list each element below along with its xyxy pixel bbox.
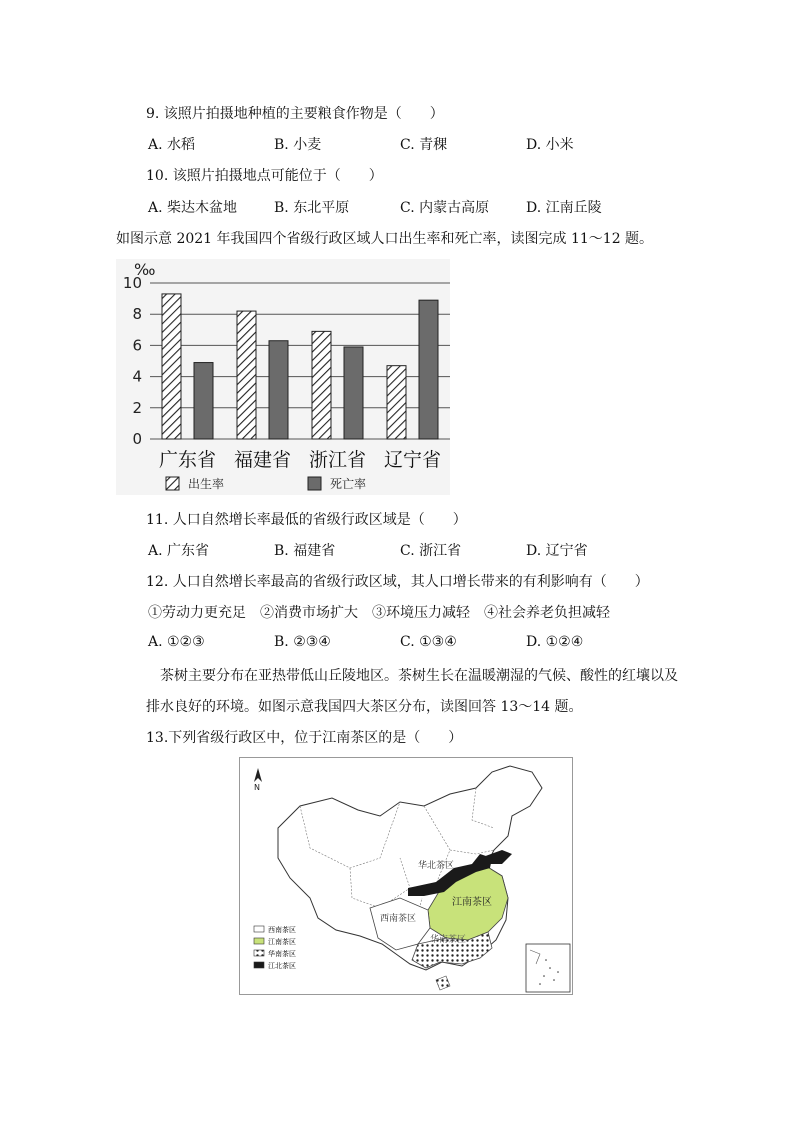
label-huanan-tea-region: 华南茶区 bbox=[430, 935, 467, 945]
bar-birth-rate-1 bbox=[162, 294, 181, 439]
bar-birth-rate-2 bbox=[237, 311, 256, 439]
question-12-stem: 12. 人口自然增长率最高的省级行政区域，其人口增长带来的有利影响有（ ） bbox=[146, 574, 649, 590]
category-label: 广东省 bbox=[158, 449, 217, 471]
legend-label-xinan: 西南茶区 bbox=[268, 926, 296, 934]
intro-13-14-line2: 排水良好的环境。如图示意我国四大茶区分布，读图回答 13～14 题。 bbox=[146, 699, 583, 715]
legend-label-jiangbei: 江北茶区 bbox=[268, 962, 296, 970]
legend-swatch-jiangnan bbox=[254, 938, 264, 944]
q11-option-b: B. 福建省 bbox=[274, 543, 336, 559]
bar-death-rate-2 bbox=[269, 341, 288, 439]
q12-option-b: B. ②③④ bbox=[274, 634, 331, 650]
intro-11-12: 如图示意 2021 年我国四个省级行政区域人口出生率和死亡率，读图完成 11～12 题。 bbox=[116, 231, 654, 247]
q9-option-d: D. 小米 bbox=[526, 137, 574, 153]
q10-option-d: D. 江南丘陵 bbox=[526, 200, 602, 216]
q11-option-a: A. 广东省 bbox=[148, 543, 210, 559]
bar-death-rate-1 bbox=[194, 363, 213, 439]
y-tick-label: 6 bbox=[132, 336, 142, 355]
q12-option-a: A. ①②③ bbox=[148, 634, 205, 650]
q9-option-a: A. 水稻 bbox=[148, 137, 196, 153]
legend-swatch-birth-rate bbox=[166, 477, 179, 490]
q10-option-c: C. 内蒙古高原 bbox=[400, 200, 490, 216]
map-legend bbox=[254, 925, 296, 970]
q11-option-c: C. 浙江省 bbox=[400, 543, 462, 559]
hainan-island bbox=[436, 976, 450, 990]
question-9-stem: 9. 该照片拍摄地种植的主要粮食作物是（ ） bbox=[146, 106, 444, 122]
y-tick-label: 8 bbox=[132, 305, 142, 324]
q9-option-b: B. 小麦 bbox=[274, 137, 322, 153]
birth-death-rate-chart bbox=[116, 259, 450, 495]
y-tick-label: 4 bbox=[132, 367, 142, 386]
q12-option-c: C. ①③④ bbox=[400, 634, 457, 650]
q12-statements: ①劳动力更充足 ②消费市场扩大 ③环境压力减轻 ④社会养老负担减轻 bbox=[148, 605, 610, 621]
label-jiangnan-tea-region: 江南茶区 bbox=[452, 897, 492, 908]
tea-regions-map bbox=[239, 757, 573, 995]
intro-13-14-line1: 茶树主要分布在亚热带低山丘陵地区。茶树生长在温暖潮湿的气候、酸性的红壤以及 bbox=[160, 668, 678, 684]
tea-map-svg bbox=[240, 758, 572, 994]
bar-birth-rate-3 bbox=[312, 331, 331, 439]
question-10-stem: 10. 该照片拍摄地点可能位于（ ） bbox=[146, 168, 383, 184]
y-tick-label: 0 bbox=[132, 430, 142, 448]
legend-label-death-rate: 死亡率 bbox=[330, 477, 367, 491]
question-13-stem: 13.下列省级行政区中，位于江南茶区的是（ ） bbox=[146, 730, 463, 746]
legend-swatch-death-rate bbox=[308, 477, 321, 490]
legend-label-birth-rate: 出生率 bbox=[188, 477, 225, 491]
legend-swatch-xinan bbox=[254, 926, 264, 932]
y-axis-unit-label: ‰ bbox=[134, 260, 156, 279]
category-label: 浙江省 bbox=[308, 449, 367, 471]
question-11-stem: 11. 人口自然增长率最低的省级行政区域是（ ） bbox=[146, 512, 467, 528]
legend-label-jiangnan: 江南茶区 bbox=[268, 938, 296, 946]
chart-svg bbox=[116, 259, 450, 495]
category-label: 辽宁省 bbox=[383, 449, 442, 471]
y-tick-label: 10 bbox=[122, 274, 142, 292]
north-arrow-icon bbox=[254, 768, 262, 792]
legend-swatch-jiangbei bbox=[254, 962, 264, 968]
legend-swatch-huanan bbox=[254, 950, 264, 956]
q11-option-d: D. 辽宁省 bbox=[526, 543, 588, 559]
bar-birth-rate-4 bbox=[387, 366, 406, 439]
label-xinan-tea-region: 西南茶区 bbox=[380, 914, 417, 924]
south-china-sea-inset bbox=[526, 944, 570, 992]
y-tick-label: 2 bbox=[132, 398, 142, 417]
q10-option-a: A. 柴达木盆地 bbox=[148, 200, 238, 216]
category-label: 福建省 bbox=[233, 449, 292, 471]
bar-death-rate-3 bbox=[344, 347, 363, 439]
bar-death-rate-4 bbox=[419, 300, 438, 439]
legend-label-huanan: 华南茶区 bbox=[268, 950, 296, 958]
north-label: N bbox=[254, 783, 260, 792]
q9-option-c: C. 青稞 bbox=[400, 137, 448, 153]
q10-option-b: B. 东北平原 bbox=[274, 200, 350, 216]
label-huabei-tea-region: 华北茶区 bbox=[418, 861, 455, 871]
q12-option-d: D. ①②④ bbox=[526, 634, 584, 650]
